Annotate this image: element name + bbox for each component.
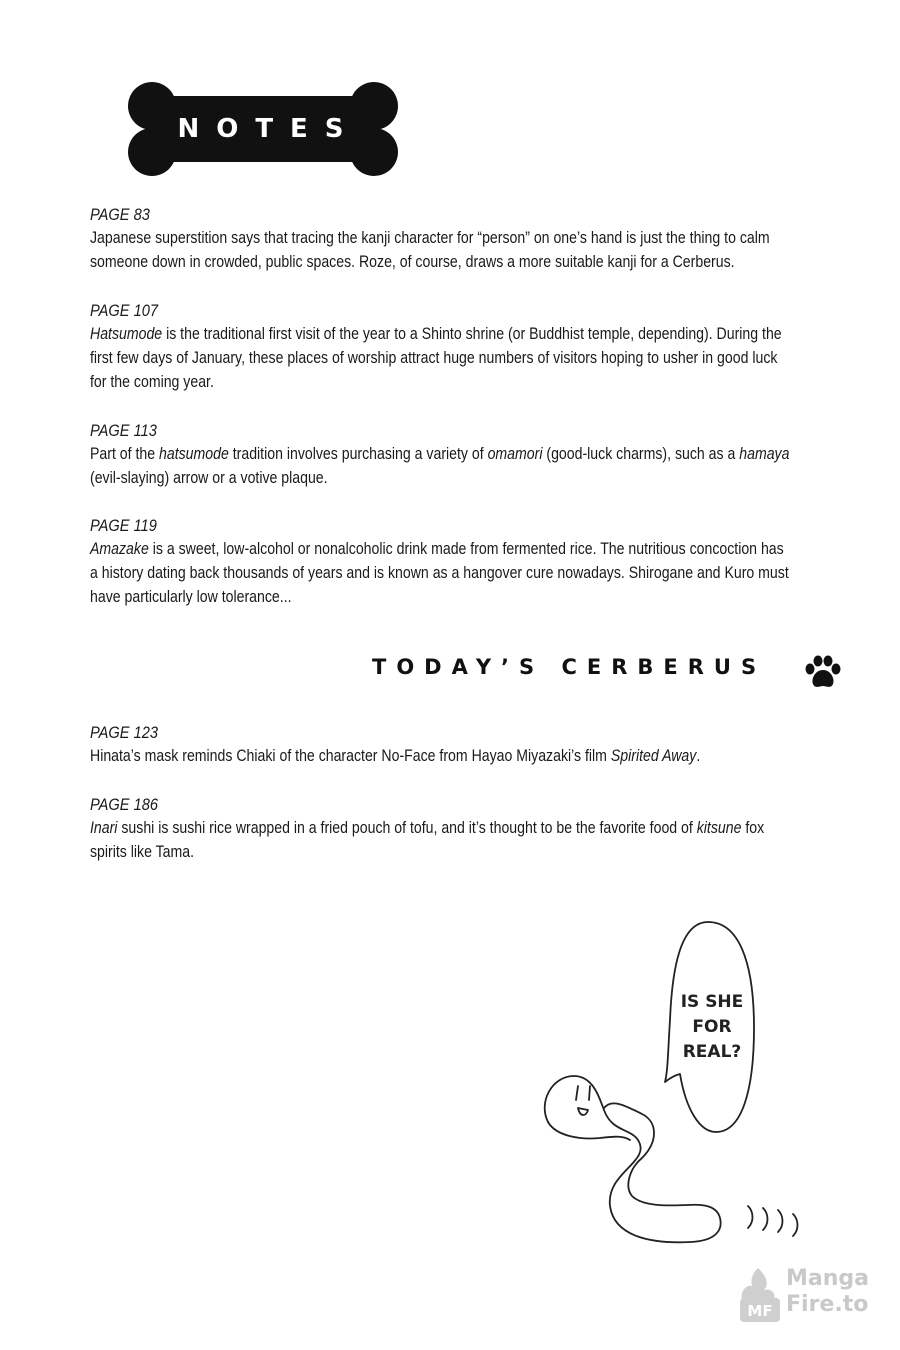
speech-bubble-text [662,990,762,1065]
todays-cerberus-heading: TODAY’S CERBERUS [372,655,767,679]
watermark-text [786,1266,869,1318]
note-page-119 [90,515,850,609]
note-page-186 [90,794,850,864]
note-page-label: PAGE 119 [90,516,157,535]
bubble-line: REAL? [682,1042,742,1062]
worm-illustration [520,910,830,1260]
watermark-line: Manga [786,1266,869,1291]
note-page-label: PAGE 83 [90,205,150,224]
note-text: Hatsumode is the traditional first visit of the year to a Shinto shrine (or Buddhist temple, depending). During the first few days of January, these places of worship attract huge numbers of visitors hoping to usher in good luck for the coming year. [90,325,782,391]
logo-letters: MF [747,1302,773,1320]
note-page-label: PAGE 113 [90,421,157,440]
notes-title: NOTES [177,114,361,144]
note-page-113 [90,420,850,490]
note-text: Amazake is a sweet, low-alcohol or nonalcoholic drink made from fermented rice. The nutritious concoction has a history dating back thousands of years and is known as a hangover cure nowadays. Shirogane and Kuro must have particularly low tolerance... [90,540,789,606]
note-text: Japanese superstition says that tracing the kanji character for “person” on one’s hand is just the thing to calm someone down in crowded, public spaces. Roze, of course, draws a more suitable kanji for a Cerberus. [90,229,770,271]
watermark-line: Fire.to [786,1292,869,1317]
note-page-107 [90,300,850,394]
bubble-line: FOR [692,1017,732,1037]
worm-body [545,1076,721,1242]
note-page-label: PAGE 123 [90,723,159,742]
note-text: Hinata’s mask reminds Chiaki of the character No-Face from Hayao Miyazaki’s film Spirited Away. [90,747,701,765]
paw-print-icon [803,655,843,691]
note-page-123 [90,722,850,768]
note-text: Part of the hatsumode tradition involves purchasing a variety of omamori (good-luck charms), such as a hamaya (evil-slaying) arrow or a votive plaque. [90,445,790,487]
note-page-label: PAGE 186 [90,795,159,814]
note-page-83 [90,204,850,274]
note-text: Inari sushi is sushi rice wrapped in a fried pouch of tofu, and it’s thought to be the favorite food of kitsune fox spirits like Tama. [90,819,765,861]
note-page-label: PAGE 107 [90,301,159,320]
bubble-line: IS SHE [680,992,744,1012]
